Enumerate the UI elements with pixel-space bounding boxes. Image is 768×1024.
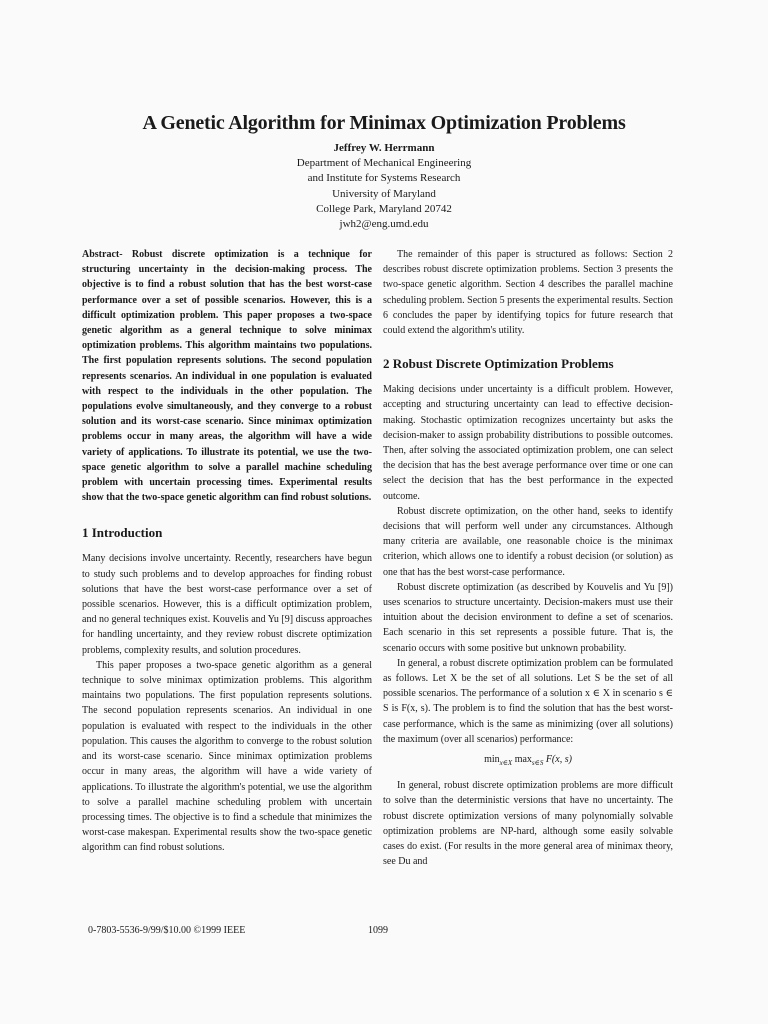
affiliation-line: and Institute for Systems Research — [307, 172, 461, 185]
right-column — [383, 247, 673, 869]
section-heading-introduction: 1 Introduction — [82, 525, 163, 541]
minimax-equation — [383, 754, 673, 769]
paragraph: Many decisions involve uncertainty. Recently, researchers have begun to study such problems and to develop approaches for finding robust solutions that have the best worst-case performance over a set of possible scenarios. However, this is a difficult optimization problem, and no general techniques exist. Kouvelis and Yu [9] discuss approaches for handling uncertainty, and they review robust discrete optimization problems, complexity results, and solution procedures. — [82, 553, 372, 656]
author-name: Jeffrey W. Herrmann — [333, 142, 435, 154]
affiliation-line: College Park, Maryland 20742 — [316, 202, 452, 215]
eq-max-subscript: s∈S — [531, 759, 544, 768]
paragraph: The remainder of this paper is structured as follows: Section 2 describes robust discrete optimization problems. Section 3 presents the two-space genetic algorithm. Section 4 describes the parallel machine scheduling problem. Section 5 presents the experimental results. Section 6 concludes the paper by identifying topics for future research that could extend the algorithm's utility. — [383, 249, 673, 337]
author-email: jwh2@eng.umd.edu — [339, 218, 429, 231]
copyright-notice: 0-7803-5536-9/99/$10.00 ©1999 IEEE — [88, 925, 246, 936]
paragraph: Making decisions under uncertainty is a difficult problem. However, accepting and structuring uncertainty can lead to effective decision-making. Stochastic optimization recognizes uncertainty but asks the decision-maker to assign probability distributions to possible outcomes. Then, after solving the associated optimization problem, one can select the decision that has the best average performance over time or one can select the decision that has the best performance in the expected outcome. — [383, 384, 673, 502]
paragraph: This paper proposes a two-space genetic algorithm as a general technique to solve minimax optimization problems. This algorithm maintains two populations. The first population represents solutions. The second population represents scenarios. An individual in one population is evaluated with respect to the individuals in the other population. This causes the algorithm to converge to the robust solution and its worst-case scenario. Since minimax optimization problems occur in many areas, the algorithm will have a wide variety of applications. To illustrate the algorithm's potential, we use the algorithm to solve a parallel machine scheduling problem with uncertain processing times. The objective is to find a schedule that minimizes the worst-case makespan. Experimental results show the two-space genetic algorithm can find robust solutions. — [82, 659, 372, 854]
paragraph: In general, robust discrete optimization problems are more difficult to solve than the deterministic versions that have no uncertainty. The robust discrete optimization versions of many polynomially solvable optimization problems are NP-hard, although some easily solvable cases do exist. (For results in the more general area of minimax theory, see Du and — [383, 780, 673, 868]
eq-min: min — [484, 754, 500, 766]
paragraph: In general, a robust discrete optimization problem can be formulated as follows. Let X be the set of all solutions. Let S be the set of all possible scenarios. The performance of a solution x ∈ X in scenario s ∈ S is F(x, s). The problem is to find the solution that has the best worst-case performance, which is the same as minimizing (over all solutions) the maximum (over all scenarios) performance: — [383, 657, 673, 745]
eq-max: max — [514, 754, 532, 766]
page-number: 1099 — [368, 925, 388, 936]
affiliation-line: University of Maryland — [332, 187, 436, 200]
eq-min-subscript: x∈X — [499, 759, 513, 768]
eq-expression: F(x, s) — [545, 754, 572, 766]
author-block — [0, 141, 768, 232]
paragraph: Robust discrete optimization, on the other hand, seeks to identify decisions that will perform well under any circumstances. Although many criteria are available, one reasonable choice is the minimax criterion, which allows one to identify a robust decision (or solution) as one that has the best worst-case performance. — [383, 505, 673, 578]
paper-title: A Genetic Algorithm for Minimax Optimization Problems — [142, 112, 626, 134]
section-heading-robust-optimization: 2 Robust Discrete Optimization Problems — [383, 356, 614, 372]
abstract: Abstract- Robust discrete optimization is a technique for structuring uncertainty in the decision-making process. The objective is to find a robust solution that has the best worst-case performance over a set of possible scenarios. However, this is a difficult optimization problem. This paper proposes a two-space genetic algorithm as a general technique to solve minimax optimization problems. This algorithm maintains two populations. The first population represents solutions. The second population represents scenarios. An individual in one population is evaluated with respect to the individuals in the other population. The populations evolve simultaneously, and they converge to a robust solution and its worst-case scenario. Since minimax optimization problems occur in many areas, the algorithm will have a wide variety of applications. To illustrate its potential, we use the two-space genetic algorithm to solve a parallel machine scheduling problem with uncertain processing times. Experimental results show that the two-space genetic algorithm can find robust solutions. — [82, 249, 372, 504]
left-column — [82, 247, 372, 856]
affiliation-line: Department of Mechanical Engineering — [296, 157, 472, 170]
paragraph: Robust discrete optimization (as described by Kouvelis and Yu [9]) uses scenarios to structure uncertainty. Decision-makers must use their intuition about the decision environment to define a set of scenarios. Each scenario in this set represents a possible future. That is, the scenario occurs with some positive but unknown probability. — [383, 581, 673, 654]
